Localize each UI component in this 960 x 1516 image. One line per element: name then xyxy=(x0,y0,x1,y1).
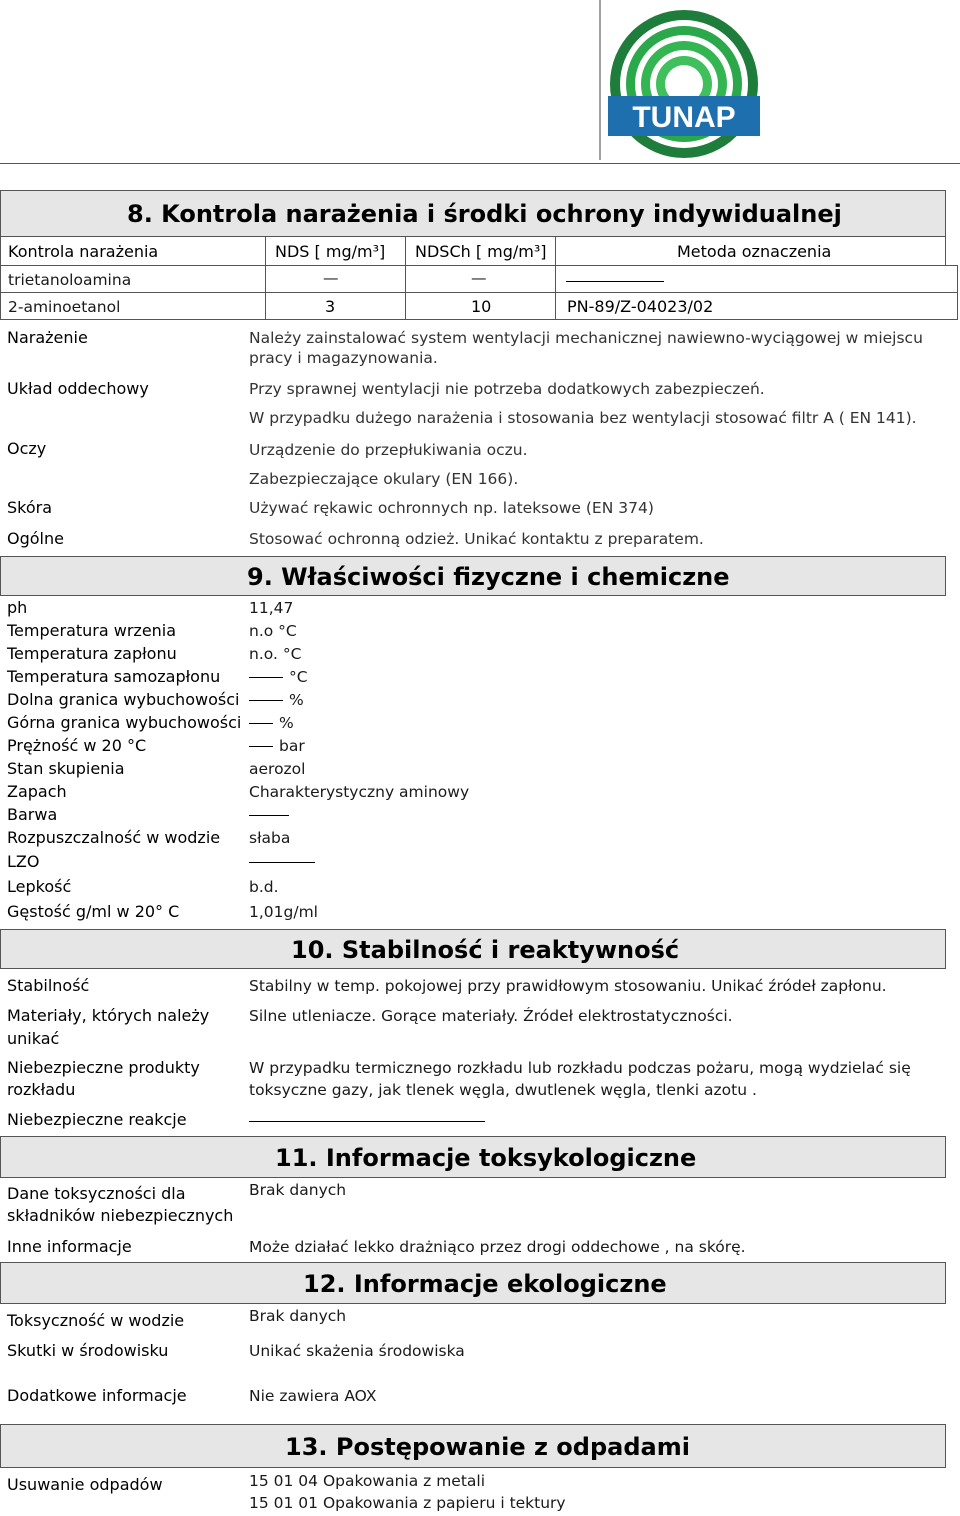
label-exposure: Narażenie xyxy=(7,328,88,347)
nds-value: — xyxy=(323,269,339,287)
value-waste-1: 15 01 04 Opakowania z metali xyxy=(249,1472,486,1490)
value-dash xyxy=(249,862,315,863)
exposure-table-header xyxy=(0,236,946,266)
value-materials: Silne utleniacze. Gorące materiały. Źródeł elektrostatyczności. xyxy=(249,1007,733,1025)
reactions-dash xyxy=(249,1121,485,1122)
label-eyes: Oczy xyxy=(7,439,47,458)
substance-name: trietanoloamina xyxy=(8,271,132,289)
value-decomposition-1: W przypadku termicznego rozkładu lub rozkładu podczas pożaru, mogą wydzielać się xyxy=(249,1059,911,1077)
property-value xyxy=(249,902,318,922)
label-respiratory: Układ oddechowy xyxy=(7,379,149,398)
property-value xyxy=(249,713,294,733)
property-label: Barwa xyxy=(7,805,58,824)
property-label: Górna granica wybuchowości xyxy=(7,713,242,732)
label-tox-data-1: Dane toksyczności dla xyxy=(7,1184,186,1203)
value-exposure-2: pracy i magazynowania. xyxy=(249,349,438,367)
method-value: PN-89/Z-04023/02 xyxy=(567,297,714,316)
label-skin: Skóra xyxy=(7,498,53,517)
property-label: Temperatura samozapłonu xyxy=(7,667,221,686)
value-general: Stosować ochronną odzież. Unikać kontaktu z preparatem. xyxy=(249,530,704,548)
value-dash xyxy=(249,815,289,816)
section-9-header xyxy=(0,556,946,596)
label-reactions: Niebezpieczne reakcje xyxy=(7,1110,187,1129)
label-decomposition-1: Niebezpieczne produkty xyxy=(7,1058,200,1077)
ndsch-value: — xyxy=(471,269,487,287)
section-12-header xyxy=(0,1262,946,1304)
value-additional: Nie zawiera AOX xyxy=(249,1387,377,1405)
property-value xyxy=(249,621,297,641)
label-tox-data-2: składników niebezpiecznych xyxy=(7,1206,234,1225)
section-11-header xyxy=(0,1136,946,1178)
property-value xyxy=(249,852,321,872)
property-label: ph xyxy=(7,598,28,617)
ndsch-value: 10 xyxy=(471,297,492,316)
label-water-tox: Toksyczność w wodzie xyxy=(7,1311,185,1330)
property-value-text: 11,47 xyxy=(249,599,294,617)
label-decomposition-2: rozkładu xyxy=(7,1080,76,1099)
value-other-info: Może działać lekko drażniąco przez drogi oddechowe , na skórę. xyxy=(249,1238,746,1256)
value-waste-2: 15 01 01 Opakowania z papieru i tektury xyxy=(249,1494,566,1512)
property-value xyxy=(249,877,279,897)
property-value xyxy=(249,644,301,664)
value-tox-data: Brak danych xyxy=(249,1181,347,1199)
property-value-text: b.d. xyxy=(249,878,279,896)
label-env-effects: Skutki w środowisku xyxy=(7,1341,169,1360)
value-respiratory-1: Przy sprawnej wentylacji nie potrzeba dodatkowych zabezpieczeń. xyxy=(249,380,765,398)
value-eyes-2: Zabezpieczające okulary (EN 166). xyxy=(249,470,519,488)
value-respiratory-2: W przypadku dużego narażenia i stosowania bez wentylacji stosować filtr A ( EN 141). xyxy=(249,409,917,427)
value-stability: Stabilny w temp. pokojowej przy prawidłowym stosowaniu. Unikać źródeł zapłonu. xyxy=(249,977,887,995)
section-9-title: 9. Właściwości fizyczne i chemiczne xyxy=(247,563,730,591)
property-value-text: aerozol xyxy=(249,760,306,778)
property-label: Stan skupienia xyxy=(7,759,125,778)
col-header-nds: NDS [ mg/m³] xyxy=(275,242,386,261)
value-env-effects: Unikać skażenia środowiska xyxy=(249,1342,465,1360)
property-label: Dolna granica wybuchowości xyxy=(7,690,240,709)
property-label: Temperatura zapłonu xyxy=(7,644,177,663)
property-value-text: n.o. °C xyxy=(249,645,302,663)
col-header-ndsch: NDSCh [ mg/m³] xyxy=(415,242,547,261)
property-value-text: bar xyxy=(279,737,305,755)
property-value xyxy=(249,759,305,779)
property-value xyxy=(249,782,469,802)
property-value xyxy=(249,736,305,756)
value-dash xyxy=(249,746,273,747)
label-materials-2: unikać xyxy=(7,1029,60,1048)
value-exposure-1: Należy zainstalować system wentylacji mechanicznej nawiewno-wyciągowej w miejscu xyxy=(249,329,923,347)
value-dash xyxy=(249,700,283,701)
property-label: Rozpuszczalność w wodzie xyxy=(7,828,221,847)
value-eyes-1: Urządzenie do przepłukiwania oczu. xyxy=(249,441,528,459)
nds-value: 3 xyxy=(325,297,336,316)
property-label: Temperatura wrzenia xyxy=(7,621,177,640)
value-decomposition-2: toksyczne gazy, jak tlenek węgla, dwutlenek węgla, tlenki azotu . xyxy=(249,1081,757,1099)
section-11-title: 11. Informacje toksykologiczne xyxy=(275,1144,697,1172)
section-13-header xyxy=(0,1424,946,1468)
property-label: Lepkość xyxy=(7,877,72,896)
col-header-control: Kontrola narażenia xyxy=(8,242,159,261)
method-dash xyxy=(566,281,664,282)
col-header-method: Metoda oznaczenia xyxy=(677,242,832,261)
property-value-text: 1,01g/ml xyxy=(249,903,318,921)
label-other-info: Inne informacje xyxy=(7,1237,132,1256)
label-materials-1: Materiały, których należy xyxy=(7,1006,210,1025)
property-value-text: % xyxy=(289,691,304,709)
property-value xyxy=(249,667,308,687)
property-value xyxy=(249,828,290,848)
label-stability: Stabilność xyxy=(7,976,90,995)
substance-name: 2-aminoetanol xyxy=(8,298,121,316)
value-water-tox: Brak danych xyxy=(249,1307,347,1325)
tunap-logo xyxy=(598,0,768,160)
value-skin: Używać rękawic ochronnych np. lateksowe (EN 374) xyxy=(249,499,654,517)
property-label: Prężność w 20 °C xyxy=(7,736,147,755)
property-value xyxy=(249,690,304,710)
property-value-text: n.o °C xyxy=(249,622,297,640)
property-value-text: % xyxy=(279,714,294,732)
section-10-header xyxy=(0,929,946,969)
label-general: Ogólne xyxy=(7,529,64,548)
section-12-title: 12. Informacje ekologiczne xyxy=(303,1270,667,1298)
property-label: Gęstość g/ml w 20° C xyxy=(7,902,180,921)
property-value xyxy=(249,805,295,825)
table-row xyxy=(0,292,958,320)
section-13-title: 13. Postępowanie z odpadami xyxy=(285,1433,690,1461)
table-row xyxy=(0,265,958,293)
label-additional: Dodatkowe informacje xyxy=(7,1386,187,1405)
section-8-header xyxy=(0,190,946,237)
section-8-title: 8. Kontrola narażenia i środki ochrony indywidualnej xyxy=(127,200,842,228)
property-label: LZO xyxy=(7,852,40,871)
label-waste: Usuwanie odpadów xyxy=(7,1475,163,1494)
property-value xyxy=(249,598,293,618)
value-dash xyxy=(249,677,283,678)
section-10-title: 10. Stabilność i reaktywność xyxy=(291,936,680,964)
property-label: Zapach xyxy=(7,782,67,801)
property-value-text: °C xyxy=(289,668,308,686)
value-dash xyxy=(249,723,273,724)
property-value-text: słaba xyxy=(249,829,291,847)
property-value-text: Charakterystyczny aminowy xyxy=(249,783,470,801)
logo-text: TUNAP xyxy=(632,101,736,134)
